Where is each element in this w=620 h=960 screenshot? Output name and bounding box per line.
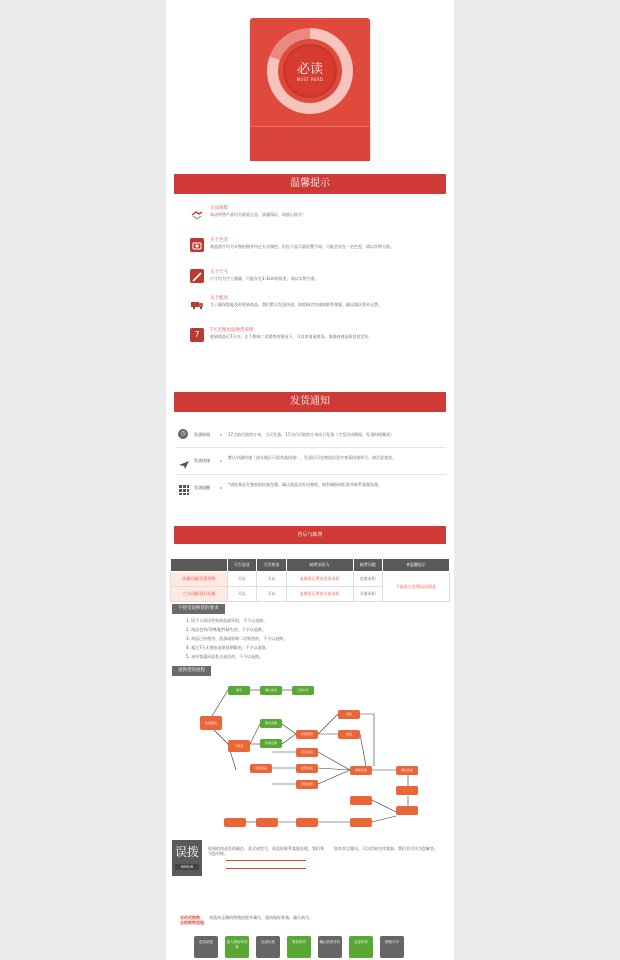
step-box: 确认收货评价	[318, 936, 342, 958]
flow-node	[396, 786, 418, 795]
tips-banner: 温馨提示	[174, 174, 446, 194]
flow-node: 卖家签收	[296, 748, 318, 757]
flow-node: 确认收货	[260, 686, 282, 695]
tip-item: 7 7天无理由退换货说明 收到商品后7天内，在不影响二次销售的情况下，可以申请退换货。请保持商品原包装完好。	[188, 326, 438, 370]
flow-node: 协商处理	[260, 739, 282, 748]
shipping-banner: 发货通知	[174, 392, 446, 412]
table-row: 质量问题/发错货物 可以 可以 退换货运费由卖家承担 卖家承担 不能私自处理退回商品	[171, 572, 450, 587]
flow-node: 寄回商品	[250, 764, 272, 773]
flow-node: 联系客服	[260, 719, 282, 728]
flow-node	[256, 818, 278, 827]
noreturn-list	[186, 618, 436, 663]
step-box: 购物分享	[380, 936, 404, 958]
flow-node: 重新发货	[350, 766, 372, 775]
flow-node: 申请退款	[296, 730, 318, 739]
flow-node	[350, 818, 372, 827]
flow-node: 换货	[338, 730, 360, 739]
flow-node: 不满意	[228, 740, 250, 752]
auto-line: 自动式购物： 请选择正确的购物流程并确认，提前做好准备，确认购买。	[180, 915, 314, 920]
must-read-title: 必读	[296, 62, 323, 77]
step-box: 等待收货	[287, 936, 311, 958]
step-box: 进店浏览	[194, 936, 218, 958]
tip-item: 关于配送 为了确保您能及时收到商品，我们默认发货快递，如需指定快递请联系客服，偏远地区需补运费。	[188, 294, 438, 322]
list-item: 5. 未经客服同意私自退回的，不予以退换。	[186, 654, 264, 659]
list-item: 1. 因个人原因导致商品损坏的，不予以退换。	[186, 618, 268, 623]
list-item: 2. 商品包装/吊牌/配件缺失的，不予以退换。	[186, 627, 266, 632]
step-box: 完成付款	[256, 936, 280, 958]
camera-icon	[190, 238, 204, 252]
shopping-steps	[194, 936, 434, 960]
noreturn-tab: 不接受退换货的要求	[172, 604, 225, 614]
flow-node: 退款到账	[296, 780, 318, 789]
tip-item: 关于色差 商品图片均为实物拍摄并经过专业调色，但由于显示器设置不同，可能会存在一定色差，请以实物为准。	[188, 236, 438, 264]
step-box: 加入购物车结算	[225, 936, 249, 958]
refund-table	[170, 558, 450, 602]
mistake-left-text: 收到的商品发错颜色、款式或型号，请及时联系客服处理，我们将为您更换。	[208, 846, 324, 856]
shipping-row: 发货提醒 ▸ *请您务必在签收前检查包裹，确认商品完好再签收，如有破损请拒收并联系客服处理。	[176, 478, 446, 500]
flow-node	[396, 806, 418, 815]
detail-page	[166, 0, 454, 960]
refund-banner: 售后与邮费	[174, 526, 446, 544]
auto-flow-title: 自助购物流程：	[180, 920, 208, 925]
flow-node: 处理完成	[296, 764, 318, 773]
flow-node: 确认收货	[396, 766, 418, 775]
tip-item: 正品保障 本店所售产品均为原装正品，质量保证，请放心购买！	[188, 204, 438, 232]
flow-node	[224, 818, 246, 827]
list-item: 3. 商品已经使用、洗涤或影响二次销售的，不予以退换。	[186, 636, 288, 641]
flow-node: 满意	[228, 686, 250, 695]
must-read-ring	[267, 28, 353, 114]
must-read-disc	[283, 44, 337, 98]
step-box: 五星好评	[349, 936, 373, 958]
shipping-row: 发货快递 ▸ 默认申通快递（部分地区可选其他快递），发货后可在物流信息中查看快递单号，请注意查收。	[176, 451, 446, 473]
plane-icon	[178, 455, 190, 467]
handshake-icon	[190, 206, 204, 220]
flow-node	[296, 818, 318, 827]
table-header-row: 可否退货 可否换货 邮费承担方 邮费问题 ※温馨提示	[171, 559, 450, 572]
ruler-icon	[190, 269, 204, 283]
tip-item: 关于尺寸 尺寸均为手工测量，可能存在1-3cm的误差，请以实物为准。	[188, 268, 438, 288]
grid-icon	[178, 481, 190, 493]
flow-node: 收到商品	[200, 716, 222, 730]
truck-icon	[190, 296, 204, 310]
flowchart	[166, 676, 454, 836]
seven-days-icon: 7	[190, 328, 204, 342]
mistake-stamp: 误拨 ERROR	[172, 840, 202, 876]
table-row: 大小问题/喜好问题 可以 可以 退换货运费由买家承担 买家承担	[171, 587, 450, 602]
mistake-right-text: 如有其它疑问，可以咨询在线客服，我们会尽快为您解答。	[334, 846, 438, 851]
flow-tab: 退换货的流程	[172, 666, 211, 676]
flow-node: 五星好评	[292, 686, 314, 695]
clock-icon: ◷	[178, 429, 188, 439]
must-read-card	[250, 18, 370, 160]
shipping-row: ◷ 发货时间 ▸ 17点前付款的订单，当天发货，17点后付款的订单次日发货（大型活动期间，发货时间顺延）	[176, 425, 446, 447]
must-read-subtitle: MUST READ	[296, 77, 324, 82]
flow-node: 退货	[338, 710, 360, 719]
list-item: 4. 超过7天无理由退换货期限的，不予以退换。	[186, 645, 270, 650]
flow-node	[350, 796, 372, 805]
